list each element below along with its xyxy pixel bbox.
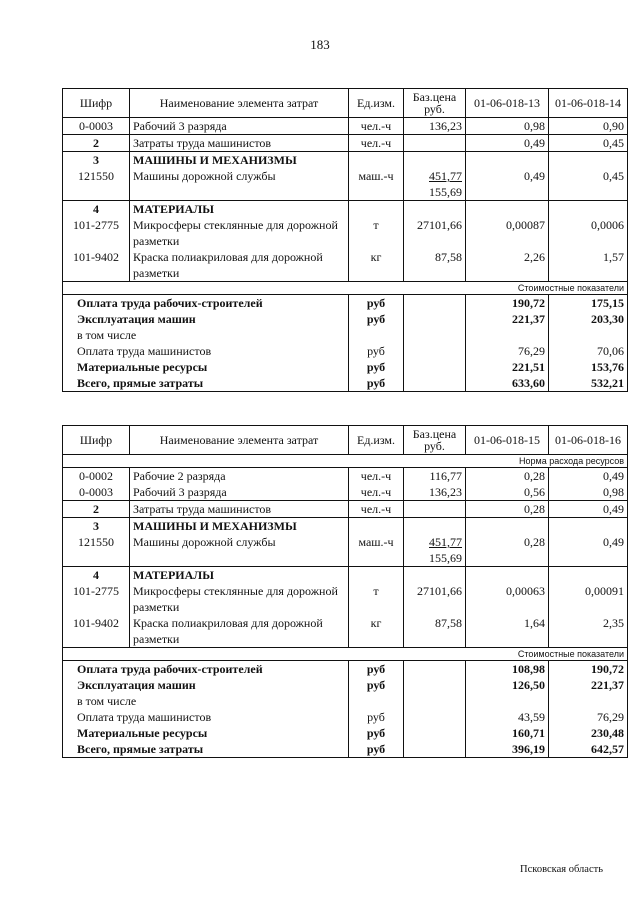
- summary-label: Всего, прямые затраты: [63, 375, 349, 392]
- table-row: [63, 249, 628, 282]
- row-val-1: 0,00087: [466, 217, 549, 249]
- table-row: [63, 217, 628, 249]
- section-number: 4: [63, 567, 130, 584]
- row-price-secondary: 155,69: [404, 184, 466, 201]
- summary-val-2: 153,76: [549, 359, 628, 375]
- summary-val-2: 203,30: [549, 311, 628, 327]
- summary-label: Эксплуатация машин: [63, 677, 349, 693]
- header-col-2: 01-06-018-14: [549, 89, 628, 118]
- cost-indicators-subheader: [63, 648, 628, 661]
- summary-label: Оплата труда машинистов: [63, 343, 349, 359]
- subheader-label: Норма расхода ресурсов: [63, 455, 628, 468]
- page-number: 183: [310, 37, 330, 52]
- summary-val-1: 221,51: [466, 359, 549, 375]
- summary-val-1: 43,59: [466, 709, 549, 725]
- summary-val-1: 633,60: [466, 375, 549, 392]
- row-name: Рабочий 3 разряда: [130, 118, 349, 135]
- row-unit: кг: [349, 249, 404, 282]
- table-row-continuation: [63, 550, 628, 567]
- row-unit: т: [349, 217, 404, 249]
- row-unit: чел.-ч: [349, 501, 404, 518]
- cost-indicators-subheader: [63, 282, 628, 295]
- summary-row: [63, 311, 628, 327]
- row-unit: чел.-ч: [349, 484, 404, 501]
- row-val-1: 0,98: [466, 118, 549, 135]
- row-val-2: 0,90: [549, 118, 628, 135]
- row-val-1: 1,64: [466, 615, 549, 648]
- summary-row: [63, 709, 628, 725]
- row-val-1: 0,00063: [466, 583, 549, 615]
- summary-unit: руб: [349, 709, 404, 725]
- row-val-2: 0,49: [549, 468, 628, 485]
- table-header-row: [63, 89, 628, 118]
- row-val-1: 0,28: [466, 468, 549, 485]
- row-code: 0-0003: [63, 484, 130, 501]
- row-price: 27101,66: [404, 583, 466, 615]
- summary-label: Материальные ресурсы: [63, 725, 349, 741]
- row-code: 101-2775: [63, 217, 130, 249]
- summary-unit: руб: [349, 375, 404, 392]
- row-unit: чел.-ч: [349, 468, 404, 485]
- row-name: Микросферы стеклянные для дорожной разметки: [130, 583, 349, 615]
- row-val-1: 0,56: [466, 484, 549, 501]
- summary-label: Оплата труда машинистов: [63, 709, 349, 725]
- table-row: [63, 484, 628, 501]
- row-unit: кг: [349, 615, 404, 648]
- header-code: Шифр: [63, 89, 130, 118]
- row-val-2: 1,57: [549, 249, 628, 282]
- summary-val-1: 126,50: [466, 677, 549, 693]
- header-col-1: 01-06-018-13: [466, 89, 549, 118]
- section-title: МАТЕРИАЛЫ: [130, 201, 349, 218]
- row-val-2: 0,45: [549, 168, 628, 184]
- row-code: 121550: [63, 168, 130, 184]
- row-price: 451,77: [404, 168, 466, 184]
- row-price: 87,58: [404, 615, 466, 648]
- summary-row: [63, 661, 628, 678]
- row-price-secondary: 155,69: [404, 550, 466, 567]
- table-row: [63, 468, 628, 485]
- row-price: 27101,66: [404, 217, 466, 249]
- row-name: Микросферы стеклянные для дорожной разметки: [130, 217, 349, 249]
- summary-unit: руб: [349, 677, 404, 693]
- summary-val-2: 230,48: [549, 725, 628, 741]
- row-price: [404, 135, 466, 152]
- header-unit: Ед.изм.: [349, 89, 404, 118]
- header-unit: Ед.изм.: [349, 426, 404, 455]
- header-base-price: Баз.цена руб.: [404, 426, 466, 455]
- row-price: 451,77: [404, 534, 466, 550]
- row-val-2: 0,45: [549, 135, 628, 152]
- section-number: 3: [63, 152, 130, 169]
- footer-region: Псковская область: [520, 864, 603, 875]
- row-price: 116,77: [404, 468, 466, 485]
- row-val-2: 0,49: [549, 534, 628, 550]
- section-row: [63, 152, 628, 169]
- summary-val-1: 396,19: [466, 741, 549, 758]
- summary-val-1: 108,98: [466, 661, 549, 678]
- summary-label: Оплата труда рабочих-строителей: [63, 295, 349, 312]
- table-row: [63, 118, 628, 135]
- table-row-continuation: [63, 184, 628, 201]
- row-name: Машины дорожной службы: [130, 168, 349, 184]
- row-val-1: 0,49: [466, 168, 549, 184]
- subheader-label: Стоимостные показатели: [63, 282, 628, 295]
- summary-val-2: 532,21: [549, 375, 628, 392]
- summary-val-2: 70,06: [549, 343, 628, 359]
- summary-label: Материальные ресурсы: [63, 359, 349, 375]
- summary-row: [63, 677, 628, 693]
- section-number: 3: [63, 518, 130, 535]
- resource-table-2: [62, 425, 628, 758]
- table-row: [63, 583, 628, 615]
- summary-row: [63, 741, 628, 758]
- summary-label: в том числе: [63, 693, 349, 709]
- summary-unit: руб: [349, 359, 404, 375]
- summary-row: [63, 327, 628, 343]
- summary-label: Эксплуатация машин: [63, 311, 349, 327]
- row-unit: маш.-ч: [349, 168, 404, 184]
- header-base-price: Баз.цена руб.: [404, 89, 466, 118]
- table-row: [63, 168, 628, 184]
- row-code: 0-0002: [63, 468, 130, 485]
- resource-norm-subheader: [63, 455, 628, 468]
- header-col-2: 01-06-018-16: [549, 426, 628, 455]
- summary-label: Оплата труда рабочих-строителей: [63, 661, 349, 678]
- table-row: [63, 135, 628, 152]
- row-name: Затраты труда машинистов: [130, 501, 349, 518]
- row-name: Рабочий 3 разряда: [130, 484, 349, 501]
- row-code: 2: [63, 135, 130, 152]
- row-code: 101-9402: [63, 249, 130, 282]
- summary-row: [63, 725, 628, 741]
- row-unit: чел.-ч: [349, 135, 404, 152]
- summary-row: [63, 359, 628, 375]
- summary-unit: руб: [349, 725, 404, 741]
- header-name: Наименование элемента затрат: [130, 426, 349, 455]
- section-title: МАШИНЫ И МЕХАНИЗМЫ: [130, 518, 349, 535]
- summary-val-1: 160,71: [466, 725, 549, 741]
- summary-row: [63, 375, 628, 392]
- row-val-2: 0,00091: [549, 583, 628, 615]
- summary-val-1: 76,29: [466, 343, 549, 359]
- summary-unit: руб: [349, 311, 404, 327]
- table-row: [63, 501, 628, 518]
- row-name: Краска полиакриловая для дорожной разметки: [130, 249, 349, 282]
- row-name: Машины дорожной службы: [130, 534, 349, 550]
- row-price: 136,23: [404, 118, 466, 135]
- row-unit: маш.-ч: [349, 534, 404, 550]
- row-name: Краска полиакриловая для дорожной разметки: [130, 615, 349, 648]
- resource-table-1: [62, 88, 628, 392]
- row-val-1: 0,49: [466, 135, 549, 152]
- summary-row: [63, 343, 628, 359]
- summary-unit: руб: [349, 295, 404, 312]
- section-row: [63, 518, 628, 535]
- row-code: 0-0003: [63, 118, 130, 135]
- table-header-row: [63, 426, 628, 455]
- row-unit: чел.-ч: [349, 118, 404, 135]
- summary-val-1: 190,72: [466, 295, 549, 312]
- row-val-2: 0,98: [549, 484, 628, 501]
- row-code: 2: [63, 501, 130, 518]
- row-val-2: 2,35: [549, 615, 628, 648]
- summary-val-1: 221,37: [466, 311, 549, 327]
- summary-row: [63, 295, 628, 312]
- summary-val-2: 221,37: [549, 677, 628, 693]
- summary-val-2: 175,15: [549, 295, 628, 312]
- row-price: [404, 501, 466, 518]
- row-code: 101-2775: [63, 583, 130, 615]
- table-row: [63, 534, 628, 550]
- section-title: МАШИНЫ И МЕХАНИЗМЫ: [130, 152, 349, 169]
- header-code: Шифр: [63, 426, 130, 455]
- row-name: Рабочие 2 разряда: [130, 468, 349, 485]
- summary-unit: руб: [349, 661, 404, 678]
- summary-label: Всего, прямые затраты: [63, 741, 349, 758]
- summary-val-2: 190,72: [549, 661, 628, 678]
- summary-row: [63, 693, 628, 709]
- row-unit: т: [349, 583, 404, 615]
- section-title: МАТЕРИАЛЫ: [130, 567, 349, 584]
- summary-val-2: 642,57: [549, 741, 628, 758]
- table-row: [63, 615, 628, 648]
- section-row: [63, 201, 628, 218]
- summary-unit: руб: [349, 741, 404, 758]
- header-name: Наименование элемента затрат: [130, 89, 349, 118]
- row-code: 121550: [63, 534, 130, 550]
- row-val-1: 0,28: [466, 501, 549, 518]
- row-val-2: 0,49: [549, 501, 628, 518]
- section-number: 4: [63, 201, 130, 218]
- subheader-label: Стоимостные показатели: [63, 648, 628, 661]
- row-val-2: 0,0006: [549, 217, 628, 249]
- summary-val-2: 76,29: [549, 709, 628, 725]
- row-val-1: 0,28: [466, 534, 549, 550]
- summary-unit: руб: [349, 343, 404, 359]
- row-price: 87,58: [404, 249, 466, 282]
- section-row: [63, 567, 628, 584]
- header-col-1: 01-06-018-15: [466, 426, 549, 455]
- row-val-1: 2,26: [466, 249, 549, 282]
- summary-label: в том числе: [63, 327, 349, 343]
- row-name: Затраты труда машинистов: [130, 135, 349, 152]
- row-code: 101-9402: [63, 615, 130, 648]
- row-price: 136,23: [404, 484, 466, 501]
